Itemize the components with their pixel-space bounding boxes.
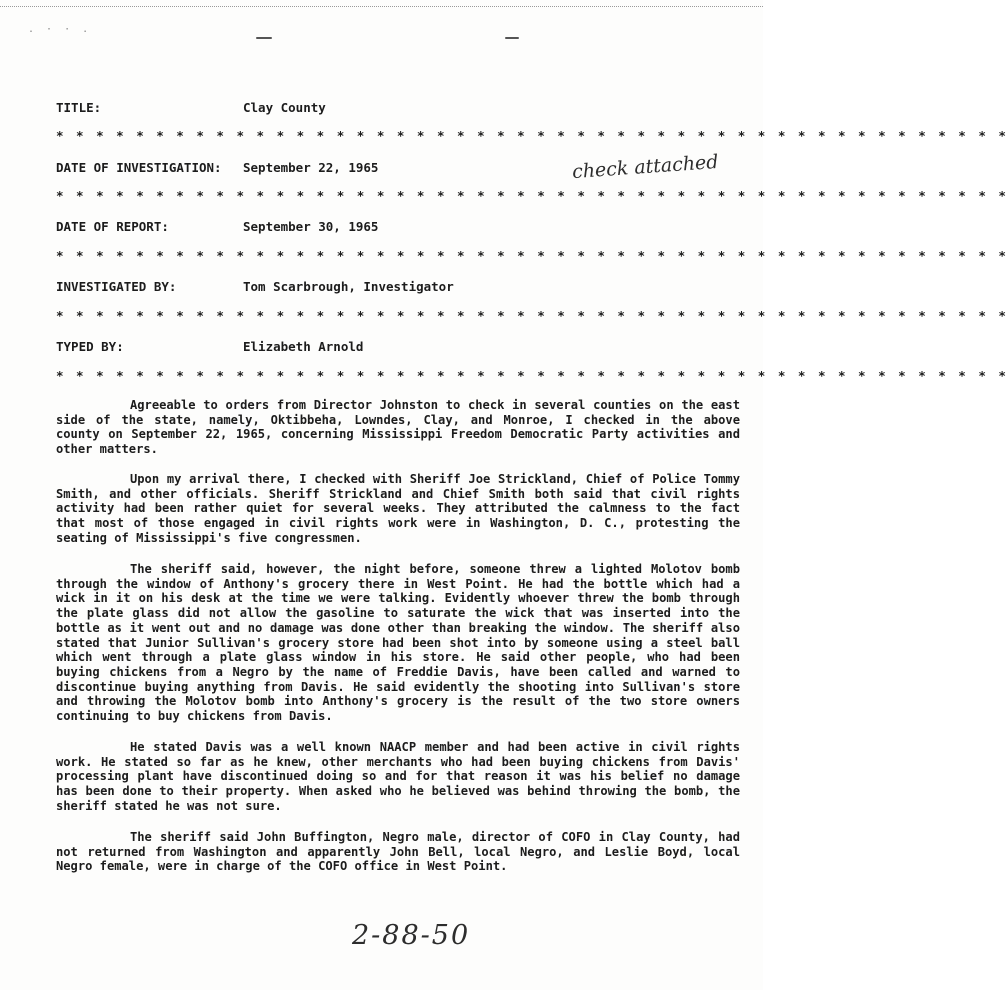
separator-line: * * * * * * * * * * * * * * * * * * * * * * * * * * * * * * * * * * * * * * * * * * * * * * * * [56, 308, 1008, 323]
separator-line: * * * * * * * * * * * * * * * * * * * * * * * * * * * * * * * * * * * * * * * * * * * * * * * * [56, 188, 1008, 203]
separator-line: * * * * * * * * * * * * * * * * * * * * * * * * * * * * * * * * * * * * * * * * * * * * * * * * [56, 368, 1008, 383]
report-paragraph: Agreeable to orders from Director Johnston to check in several counties on the east side of the state, namely, Oktibbeha, Lowndes, Clay, and Monroe, I checked in the above county on September 22, 1965, concerning Mississippi Freedom Democratic Party activities and other matters. [56, 398, 740, 457]
handwritten-file-number: 2-88-50 [352, 920, 471, 951]
investigator-label: INVESTIGATED BY: [56, 279, 177, 294]
report-paragraph: He stated Davis was a well known NAACP member and had been active in civil rights work. He stated so far as he knew, other merchants who had been buying chickens from Davis' processing plant have discontinued doing so and for that reason it was his belief no damage has been done to their property. When asked who he believed was behind throwing the bomb, the sheriff stated he was not sure. [56, 740, 740, 813]
typist-label: TYPED BY: [56, 339, 124, 354]
typist-value: Elizabeth Arnold [243, 339, 364, 354]
report-paragraph: Upon my arrival there, I checked with Sheriff Joe Strickland, Chief of Police Tommy Smith, and other officials. Sheriff Strickland and Chief Smith both said that civil rights activity had been rather quiet for several weeks. They attributed the calmness to the fact that most of those engaged in civil rights work were in Washington, D. C., protesting the seating of Mississippi's five congressmen. [56, 472, 740, 545]
stray-marks: . · · . [28, 24, 92, 35]
title-label: TITLE: [56, 100, 102, 115]
investigator-value: Tom Scarbrough, Investigator [243, 279, 454, 294]
stray-mark [256, 37, 272, 39]
report-date-label: DATE OF REPORT: [56, 219, 169, 234]
title-value: Clay County [243, 100, 326, 115]
report-paragraph: The sheriff said, however, the night before, someone threw a lighted Molotov bomb through the window of Anthony's grocery there in West Point. He had the bottle which had a wick in it on his desk at the time we were talking. Evidently whoever threw the bomb through the plate glass did not allow the gasoline to saturate the wick that was inserted into the bottle as it went out and no damage was done other than breaking the window. The sheriff also stated that Junior Sullivan's grocery store had been shot into by someone using a steel ball which went through a plate glass window in his store. He said other people, who had been buying chickens from a Negro by the name of Freddie Davis, have been called and warned to discontinue buying anything from Davis. He said evidently the shooting into Sullivan's store and throwing the Molotov bomb into Anthony's grocery is the result of the two store owners continuing to buy chickens from Davis. [56, 562, 740, 724]
stray-mark [505, 37, 519, 39]
page-top-edge [0, 0, 763, 7]
investigation-date-value: September 22, 1965 [243, 160, 379, 175]
separator-line: * * * * * * * * * * * * * * * * * * * * * * * * * * * * * * * * * * * * * * * * * * * * * * * * [56, 128, 1008, 143]
handwritten-note: check attached [571, 150, 720, 184]
investigation-date-label: DATE OF INVESTIGATION: [56, 160, 222, 175]
report-paragraph: The sheriff said John Buffington, Negro male, director of COFO in Clay County, had not returned from Washington and apparently John Bell, local Negro, and Leslie Boyd, local Negro female, were in charge of the COFO office in West Point. [56, 830, 740, 874]
report-date-value: September 30, 1965 [243, 219, 379, 234]
separator-line: * * * * * * * * * * * * * * * * * * * * * * * * * * * * * * * * * * * * * * * * * * * * * * * * [56, 248, 1008, 263]
